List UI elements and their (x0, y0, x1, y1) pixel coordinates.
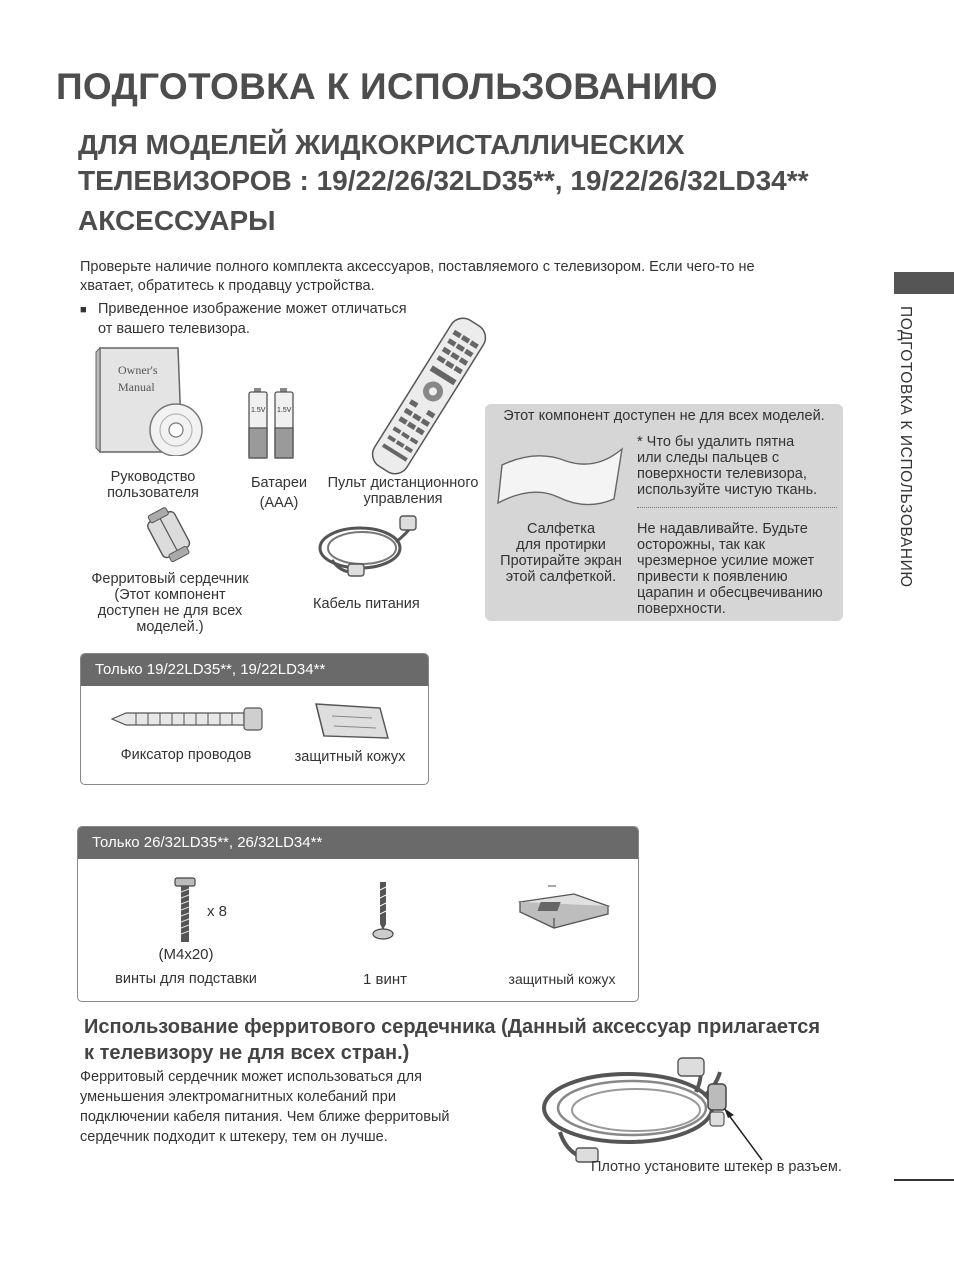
box1-header: Только 19/22LD35**, 19/22LD34** (81, 654, 428, 686)
cloth-label-1: Салфетка (526, 521, 596, 537)
battery-2-label: 1.5V (277, 407, 292, 414)
cloth-label-3: Протирайте экран (500, 553, 622, 569)
cloth-note2-line3: чрезмерное усилие может (637, 553, 815, 569)
power-cable-illustration (312, 512, 426, 578)
cloth-panel-title: Этот компонент доступен не для всех моделей. (503, 408, 825, 424)
cloth-note2-line4: привести к появлению (637, 569, 788, 585)
manual-cover-text-1: Owner's (118, 363, 158, 377)
protective-cover-1-illustration (310, 698, 392, 744)
accessories-heading: АКСЕССУАРЫ (78, 205, 276, 236)
ferrite-usage-body-4: сердечник подходит к штекеру, тем он лучше. (80, 1129, 388, 1145)
box2-item1-label: винты для подставки (115, 971, 257, 987)
remote-control-illustration (356, 316, 502, 476)
note-line2: от вашего телевизора. (98, 321, 250, 337)
cloth-note1-line4: используйте чистую ткань. (637, 482, 818, 498)
side-tab-label: ПОДГОТОВКА К ИСПОЛЬЗОВАНИЮ (897, 306, 914, 588)
ferrite-usage-body-2: уменьшения электромагнитных колебаний при (80, 1089, 396, 1105)
battery-1-label: 1.5V (251, 407, 266, 414)
cloth-label-4: этой салфеткой. (505, 569, 617, 585)
ferrite-label-3: доступен не для всех (97, 603, 243, 619)
box2-item2-label: 1 винт (362, 971, 407, 988)
models-subtitle-line1: ДЛЯ МОДЕЛЕЙ ЖИДКОКРИСТАЛЛИЧЕСКИХ (78, 129, 685, 160)
remote-label-1: Пульт дистанционного (327, 475, 479, 491)
note-bullet: ■ (80, 304, 87, 316)
ferrite-label-1: Ферритовый сердечник (91, 571, 249, 587)
cloth-note2-line6: поверхности. (637, 601, 726, 617)
screw-size: (M4x20) (158, 946, 214, 963)
side-tab-marker (894, 272, 954, 294)
ferrite-core-illustration (142, 506, 198, 564)
batteries-illustration (246, 386, 302, 462)
models-subtitle-line2: ТЕЛЕВИЗОРОВ : 19/22/26/32LD35**, 19/22/26/32LD34** (78, 165, 809, 196)
manual-label-2: пользователя (107, 485, 199, 501)
page-footer-rule (894, 1179, 954, 1181)
ferrite-usage-title-2: к телевизору не для всех стран.) (84, 1042, 410, 1064)
cloth-note1-line2: или следы пальцев с (637, 450, 780, 466)
box2-item3-label: защитный кожух (508, 971, 616, 987)
cloth-note1-line3: поверхности телевизора, (637, 466, 807, 482)
manual-label-1: Руководство (110, 469, 196, 485)
intro-line2: хватает, обратитесь к продавцу устройства. (80, 278, 375, 294)
screw-count: x 8 (207, 903, 228, 920)
protective-cover-2-illustration (514, 882, 614, 932)
cleaning-cloth-illustration (496, 445, 626, 511)
manual-cover-text-2: Manual (118, 380, 155, 394)
owners-manual-illustration (92, 344, 212, 456)
ferrite-usage-body-1: Ферритовый сердечник может использоваться для (80, 1069, 422, 1085)
box2-header: Только 26/32LD35**, 26/32LD34** (78, 827, 638, 859)
intro-line1: Проверьте наличие полного комплекта аксессуаров, поставляемого с телевизором. Если чего-то не (80, 259, 755, 275)
cloth-note-divider (637, 507, 837, 508)
box1-item2-label: защитный кожух (294, 749, 406, 765)
cloth-note1-line1: * Что бы удалить пятна (637, 434, 795, 450)
ferrite-usage-body-3: подключении кабеля питания. Чем ближе ферритовый (80, 1109, 450, 1125)
batteries-label-2: (AAA) (259, 495, 299, 511)
note-line1: Приведенное изображение может отличаться (98, 301, 407, 317)
cloth-note2-line5: царапин и обесцвечиванию (637, 585, 823, 601)
cloth-note2-line1: Не надавливайте. Будьте (637, 521, 808, 537)
cloth-note2-line2: осторожны, так как (637, 537, 765, 553)
remote-label-2: управления (363, 491, 443, 507)
ferrite-label-2: (Этот компонент (114, 587, 226, 603)
power-cable-label: Кабель питания (313, 596, 420, 612)
page-title: ПОДГОТОВКА К ИСПОЛЬЗОВАНИЮ (56, 66, 718, 107)
cloth-label-2: для протирки (516, 537, 606, 553)
box1-item1-label: Фиксатор проводов (120, 747, 252, 763)
ferrite-label-4: моделей.) (136, 619, 204, 635)
ferrite-figure-caption: Плотно установите штекер в разъем. (591, 1159, 842, 1175)
cable-holder-illustration (108, 706, 268, 732)
ferrite-usage-title-1: Использование ферритового сердечника (Данный аксессуар прилагается (84, 1016, 821, 1038)
ferrite-cable-illustration (536, 1052, 772, 1166)
batteries-label-1: Батареи (250, 475, 308, 491)
stand-screw-illustration (172, 876, 198, 944)
single-screw-illustration (370, 880, 396, 942)
